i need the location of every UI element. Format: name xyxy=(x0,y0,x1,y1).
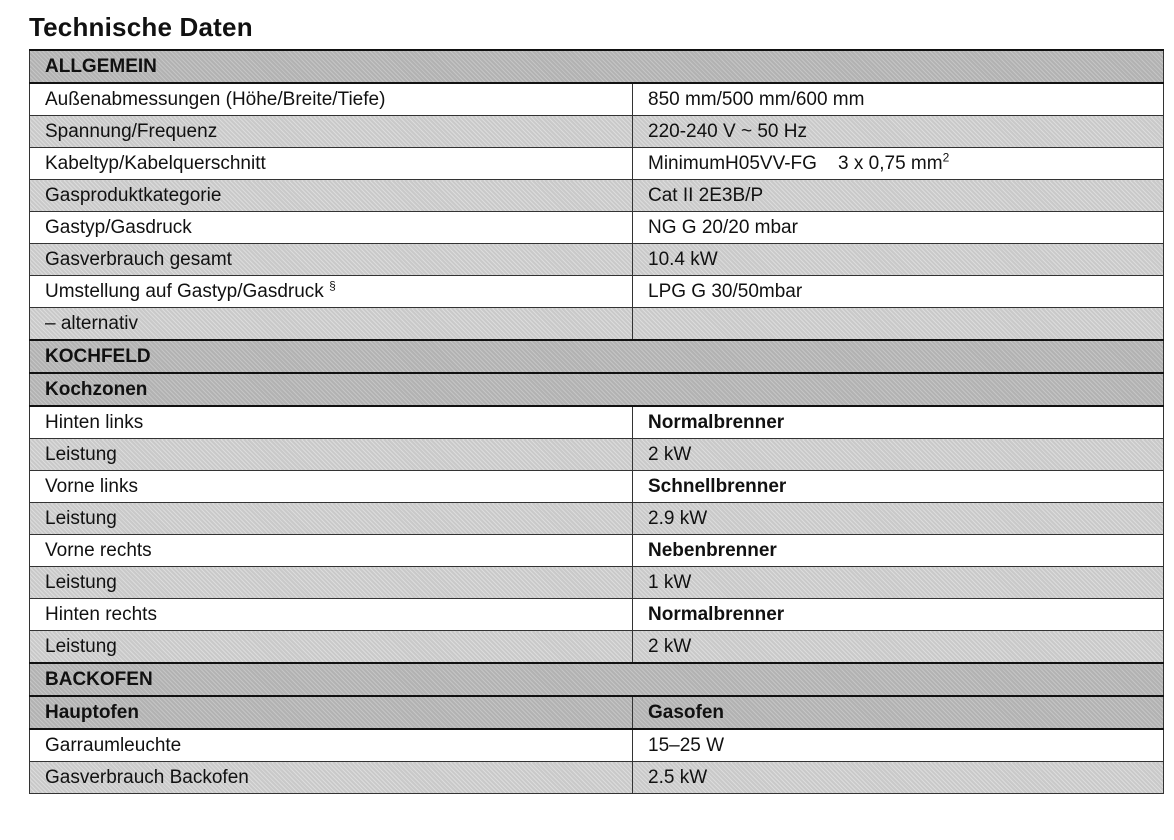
spec-value: 2.5 kW xyxy=(633,762,1164,794)
table-row xyxy=(30,212,1164,244)
table-row xyxy=(30,631,1164,664)
spec-label-text: Umstellung auf Gastyp/Gasdruck xyxy=(45,281,330,302)
spec-label: Leistung xyxy=(30,503,633,535)
page-title: Technische Daten xyxy=(29,12,253,42)
table-row xyxy=(30,503,1164,535)
table-row xyxy=(30,406,1164,439)
table-row xyxy=(30,439,1164,471)
table-row xyxy=(30,729,1164,762)
spec-label: Vorne links xyxy=(30,471,633,503)
spec-value: Normalbrenner xyxy=(633,406,1164,439)
spec-value: 850 mm/500 mm/600 mm xyxy=(633,83,1164,116)
spec-label: Hinten rechts xyxy=(30,599,633,631)
table-row xyxy=(30,567,1164,599)
table-row xyxy=(30,471,1164,503)
section-label: KOCHFELD xyxy=(30,340,1164,373)
table-row xyxy=(30,180,1164,212)
spec-label xyxy=(30,276,633,308)
section-row-backofen xyxy=(30,663,1164,696)
section-label: ALLGEMEIN xyxy=(30,50,1164,83)
spec-value: NG G 20/20 mbar xyxy=(633,212,1164,244)
spec-label: Spannung/Frequenz xyxy=(30,116,633,148)
table-row xyxy=(30,308,1164,341)
table-row xyxy=(30,116,1164,148)
spec-label: Kabeltyp/Kabelquerschnitt xyxy=(30,148,633,180)
subsection-label: Kochzonen xyxy=(30,373,1164,406)
spec-value: 2.9 kW xyxy=(633,503,1164,535)
spec-label: Gasproduktkategorie xyxy=(30,180,633,212)
spec-value xyxy=(633,308,1164,341)
superscript: 2 xyxy=(942,150,950,165)
spec-label: Gastyp/Gasdruck xyxy=(30,212,633,244)
superscript: § xyxy=(329,278,336,293)
spec-value: Schnellbrenner xyxy=(633,471,1164,503)
spec-value: 15–25 W xyxy=(633,729,1164,762)
table-row xyxy=(30,148,1164,180)
spec-value: Gasofen xyxy=(633,696,1164,729)
spec-label: Gasverbrauch gesamt xyxy=(30,244,633,276)
spec-value: Normalbrenner xyxy=(633,599,1164,631)
spec-value: 2 kW xyxy=(633,439,1164,471)
spec-value: 220-240 V ~ 50 Hz xyxy=(633,116,1164,148)
spec-table xyxy=(29,49,1164,794)
table-row xyxy=(30,535,1164,567)
spec-label: Hauptofen xyxy=(30,696,633,729)
spec-value: 1 kW xyxy=(633,567,1164,599)
spec-value: 10.4 kW xyxy=(633,244,1164,276)
table-row xyxy=(30,83,1164,116)
spec-label: Außenabmessungen (Höhe/Breite/Tiefe) xyxy=(30,83,633,116)
spec-value: LPG G 30/50mbar xyxy=(633,276,1164,308)
table-row xyxy=(30,762,1164,794)
spec-value: 2 kW xyxy=(633,631,1164,664)
spec-value: Nebenbrenner xyxy=(633,535,1164,567)
table-row xyxy=(30,599,1164,631)
spec-label: Gasverbrauch Backofen xyxy=(30,762,633,794)
spec-label: Leistung xyxy=(30,631,633,664)
spec-label: – alternativ xyxy=(30,308,633,341)
spec-value xyxy=(633,148,1164,180)
spec-value-text: MinimumH05VV-FG 3 x 0,75 mm xyxy=(648,153,943,174)
spec-label: Hinten links xyxy=(30,406,633,439)
spec-label: Leistung xyxy=(30,567,633,599)
spec-label: Garraumleuchte xyxy=(30,729,633,762)
section-label: BACKOFEN xyxy=(30,663,1164,696)
section-row-kochfeld xyxy=(30,340,1164,373)
table-row xyxy=(30,276,1164,308)
spec-value: Cat II 2E3B/P xyxy=(633,180,1164,212)
section-row-allgemein xyxy=(30,50,1164,83)
table-row xyxy=(30,244,1164,276)
subsection-row-hauptofen xyxy=(30,696,1164,729)
spec-label: Leistung xyxy=(30,439,633,471)
spec-label: Vorne rechts xyxy=(30,535,633,567)
subsection-row-kochzonen xyxy=(30,373,1164,406)
